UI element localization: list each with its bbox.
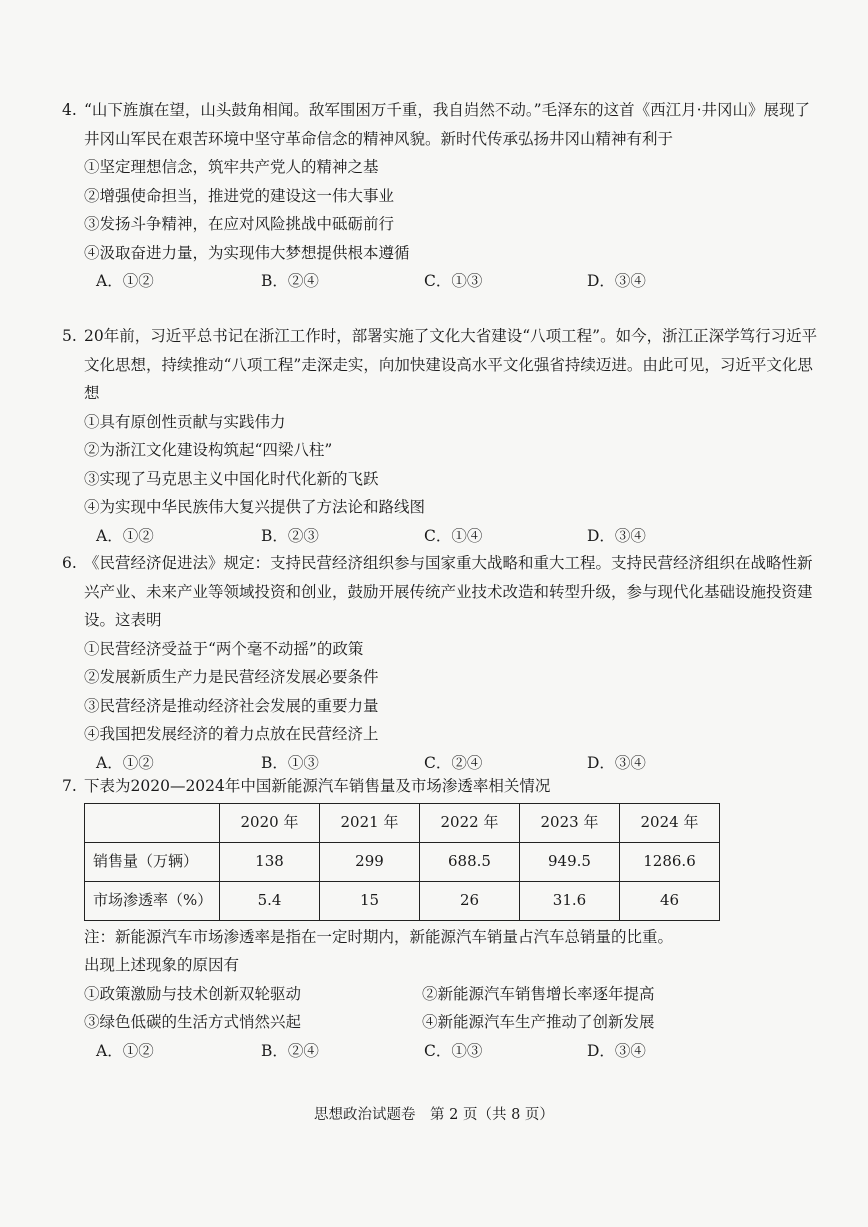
table-cell: 1286.6	[620, 842, 720, 881]
statement-row	[84, 980, 822, 1009]
table-header-cell: 2024 年	[620, 803, 720, 842]
statement-2: ②新能源汽车销售增长率逐年提高	[422, 984, 655, 1003]
table-header-row	[85, 803, 720, 842]
table-header-cell: 2020 年	[220, 803, 320, 842]
question-number: 5.	[62, 327, 77, 345]
table-header-cell: 2022 年	[420, 803, 520, 842]
table-cell: 5.4	[220, 881, 320, 920]
choice-d[interactable]: D．③④	[587, 1041, 646, 1060]
statement-1: ①政策激励与技术创新双轮驱动	[84, 984, 302, 1003]
choice-b[interactable]: B．②③	[261, 526, 319, 545]
table-header-cell: 2023 年	[520, 803, 620, 842]
question-4	[62, 96, 822, 296]
choice-c[interactable]: C．①④	[424, 526, 483, 545]
statement-3: ③民营经济是推动经济社会发展的重要力量	[84, 696, 379, 715]
question-number: 7.	[62, 777, 77, 795]
choice-a[interactable]: A．①②	[96, 753, 154, 772]
table-row	[85, 881, 720, 920]
statement-2: ②为浙江文化建设构筑起“四梁八柱”	[84, 441, 333, 459]
sales-table	[84, 803, 720, 921]
question-prompt: 出现上述现象的原因有	[84, 956, 240, 974]
statement-2: ②发展新质生产力是民营经济发展必要条件	[84, 668, 379, 686]
table-row-header: 市场渗透率（%）	[85, 881, 220, 920]
question-stem: 下表为2020—2024年中国新能源汽车销售量及市场渗透率相关情况	[84, 777, 551, 795]
question-stem: 《民营经济促进法》规定：支持民营经济组织参与国家重大战略和重大工程。支持民营经济组织在战略性新兴产业、未来产业等领域投资和创业，鼓励开展传统产业技术改造和转型升级，参与现代化基础设施投资建设。这表明	[84, 554, 813, 629]
answer-choices	[96, 1037, 822, 1066]
question-6	[62, 549, 822, 777]
statement-4: ④汲取奋进力量，为实现伟大梦想提供根本遵循	[84, 243, 410, 262]
statement-4: ④新能源汽车生产推动了创新发展	[422, 1013, 655, 1031]
table-header-cell: 2021 年	[320, 803, 420, 842]
choice-a[interactable]: A．①②	[96, 1041, 154, 1060]
choice-a[interactable]: A．①②	[96, 272, 154, 290]
question-stem: 20年前，习近平总书记在浙江工作时，部署实施了文化大省建设“八项工程”。如今，浙江正深学笃行习近平文化思想，持续推动“八项工程”走深走实，向加快建设高水平文化强省持续迈进。由此可见，习近平文化思想	[84, 327, 818, 402]
table-cell: 949.5	[520, 842, 620, 881]
question-5	[62, 322, 822, 550]
choice-d[interactable]: D．③④	[587, 753, 646, 772]
table-cell: 299	[320, 842, 420, 881]
table-cell: 15	[320, 881, 420, 920]
choice-a[interactable]: A．①②	[96, 526, 154, 545]
table-cell: 31.6	[520, 881, 620, 920]
statement-4: ④为实现中华民族伟大复兴提供了方法论和路线图	[84, 498, 426, 516]
statement-row	[84, 1008, 822, 1037]
choice-b[interactable]: B．①③	[261, 753, 319, 772]
statement-3: ③绿色低碳的生活方式悄然兴起	[84, 1013, 302, 1031]
answer-choices	[96, 267, 822, 296]
choice-b[interactable]: B．②④	[261, 1041, 319, 1060]
table-row	[85, 842, 720, 881]
statement-2: ②增强使命担当，推进党的建设这一伟大事业	[84, 186, 395, 205]
table-cell: 26	[420, 881, 520, 920]
choice-c[interactable]: C．②④	[424, 753, 483, 772]
statement-1: ①坚定理想信念，筑牢共产党人的精神之基	[84, 158, 379, 176]
statement-3: ③实现了马克思主义中国化时代化新的飞跃	[84, 469, 379, 488]
table-header-cell	[85, 803, 220, 842]
table-row-header: 销售量（万辆）	[85, 842, 220, 881]
table-cell: 688.5	[420, 842, 520, 881]
question-number: 6.	[62, 554, 77, 572]
choice-b[interactable]: B．②④	[261, 272, 319, 290]
page-footer: 思想政治试题卷 第 2 页（共 8 页）	[314, 1107, 554, 1123]
statement-4: ④我国把发展经济的着力点放在民营经济上	[84, 725, 379, 743]
choice-d[interactable]: D．③④	[587, 272, 646, 290]
question-stem: “山下旌旗在望，山头鼓角相闻。敌军围困万千重，我自岿然不动。”毛泽东的这首《西江月·井冈山》展现了井冈山军民在艰苦环境中坚守革命信念的精神风貌。新时代传承弘扬井冈山精神有利于	[84, 101, 811, 148]
choice-c[interactable]: C．①③	[424, 272, 483, 290]
choice-d[interactable]: D．③④	[587, 526, 646, 545]
statement-1: ①民营经济受益于“两个毫不动摇”的政策	[84, 639, 364, 658]
table-cell: 138	[220, 842, 320, 881]
statement-3: ③发扬斗争精神，在应对风险挑战中砥砺前行	[84, 215, 395, 233]
table-note: 注：新能源汽车市场渗透率是指在一定时期内，新能源汽车销量占汽车总销量的比重。	[84, 927, 674, 946]
question-number: 4.	[62, 101, 77, 119]
choice-c[interactable]: C．①③	[424, 1041, 483, 1060]
question-7	[62, 772, 822, 1065]
statement-1: ①具有原创性贡献与实践伟力	[84, 412, 286, 431]
table-cell: 46	[620, 881, 720, 920]
answer-choices	[96, 522, 822, 551]
